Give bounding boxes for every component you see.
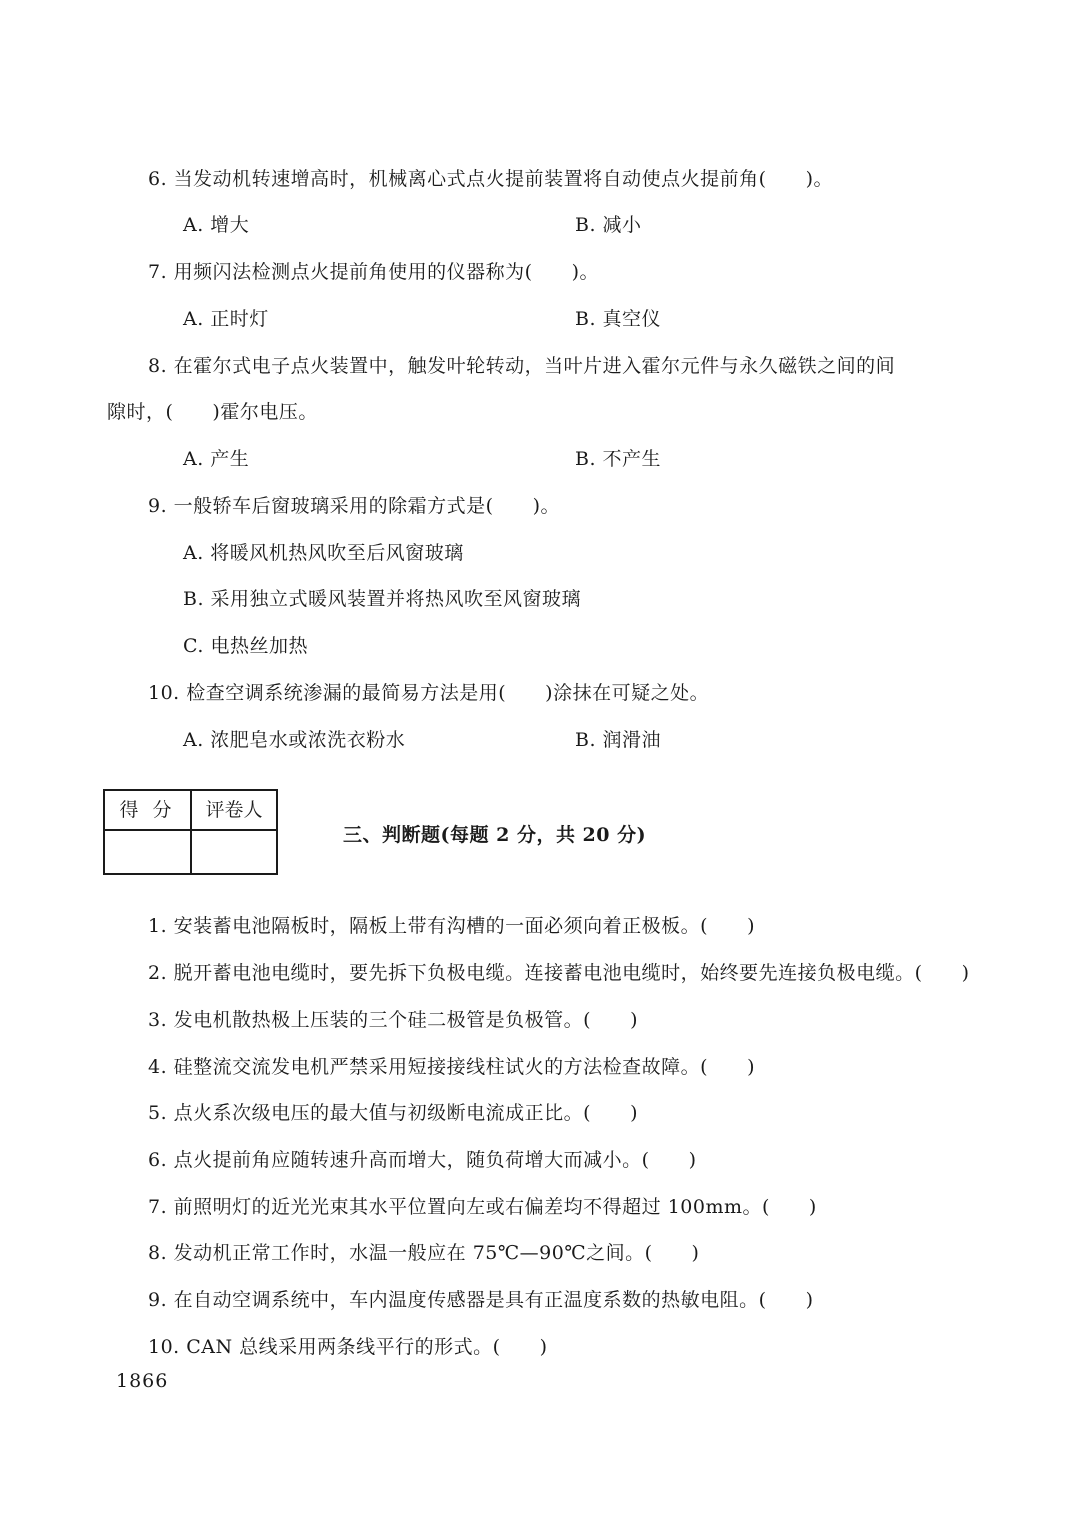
question-6-stem: 6. 当发动机转速增高时，机械离心式点火提前装置将自动使点火提前角( )。 (148, 168, 833, 190)
tf-question-2: 2. 脱开蓄电池电缆时，要先拆下负极电缆。连接蓄电池电缆时，始终要先连接负极电缆。( ) (148, 962, 970, 984)
question-10-stem: 10. 检查空调系统渗漏的最简易方法是用( )涂抹在可疑之处。 (148, 682, 710, 704)
score-entry-cell (105, 831, 192, 873)
tf-question-8: 8. 发动机正常工作时，水温一般应在 75℃—90℃之间。( ) (148, 1242, 700, 1264)
question-7-stem: 7. 用频闪法检测点火提前角使用的仪器称为( )。 (148, 261, 599, 283)
grader-entry-cell (192, 831, 276, 873)
question-8-stem: 8. 在霍尔式电子点火装置中，触发叶轮转动，当叶片进入霍尔元件与永久磁铁之间的间 (148, 355, 896, 377)
question-7-option-a: A. 正时灯 (183, 308, 269, 330)
question-9-option-a: A. 将暖风机热风吹至后风窗玻璃 (183, 542, 464, 564)
tf-question-5: 5. 点火系次级电压的最大值与初级断电流成正比。( ) (148, 1102, 638, 1124)
question-6-option-b: B. 减小 (575, 214, 642, 236)
section-title: 三、判断题(每题 2 分，共 20 分) (343, 824, 647, 846)
question-8-option-b: B. 不产生 (575, 448, 662, 470)
question-9-stem: 9. 一般轿车后窗玻璃采用的除霜方式是( )。 (148, 495, 560, 517)
question-10-option-b: B. 润滑油 (575, 729, 662, 751)
grader-label: 评卷人 (192, 791, 276, 831)
tf-question-4: 4. 硅整流交流发电机严禁采用短接接线柱试火的方法检查故障。( ) (148, 1056, 755, 1078)
question-9-option-b: B. 采用独立式暖风装置并将热风吹至风窗玻璃 (183, 588, 582, 610)
tf-question-1: 1. 安装蓄电池隔板时，隔板上带有沟槽的一面必须向着正极板。( ) (148, 915, 755, 937)
score-box (103, 789, 278, 875)
question-7-option-b: B. 真空仪 (575, 308, 662, 330)
page-number: 1866 (116, 1370, 169, 1392)
tf-question-10: 10. CAN 总线采用两条线平行的形式。( ) (148, 1336, 548, 1358)
question-6-option-a: A. 增大 (183, 214, 250, 236)
question-8-stem-continued: 隙时，( )霍尔电压。 (107, 401, 318, 423)
tf-question-9: 9. 在自动空调系统中，车内温度传感器是具有正温度系数的热敏电阻。( ) (148, 1289, 814, 1311)
tf-question-6: 6. 点火提前角应随转速升高而增大，随负荷增大而减小。( ) (148, 1149, 697, 1171)
question-10-option-a: A. 浓肥皂水或浓洗衣粉水 (183, 729, 406, 751)
question-8-option-a: A. 产生 (183, 448, 250, 470)
tf-question-7: 7. 前照明灯的近光光束其水平位置向左或右偏差均不得超过 100mm。( ) (148, 1196, 817, 1218)
score-label: 得分 (105, 791, 192, 831)
question-9-option-c: C. 电热丝加热 (183, 635, 308, 657)
tf-question-3: 3. 发电机散热极上压装的三个硅二极管是负极管。( ) (148, 1009, 638, 1031)
